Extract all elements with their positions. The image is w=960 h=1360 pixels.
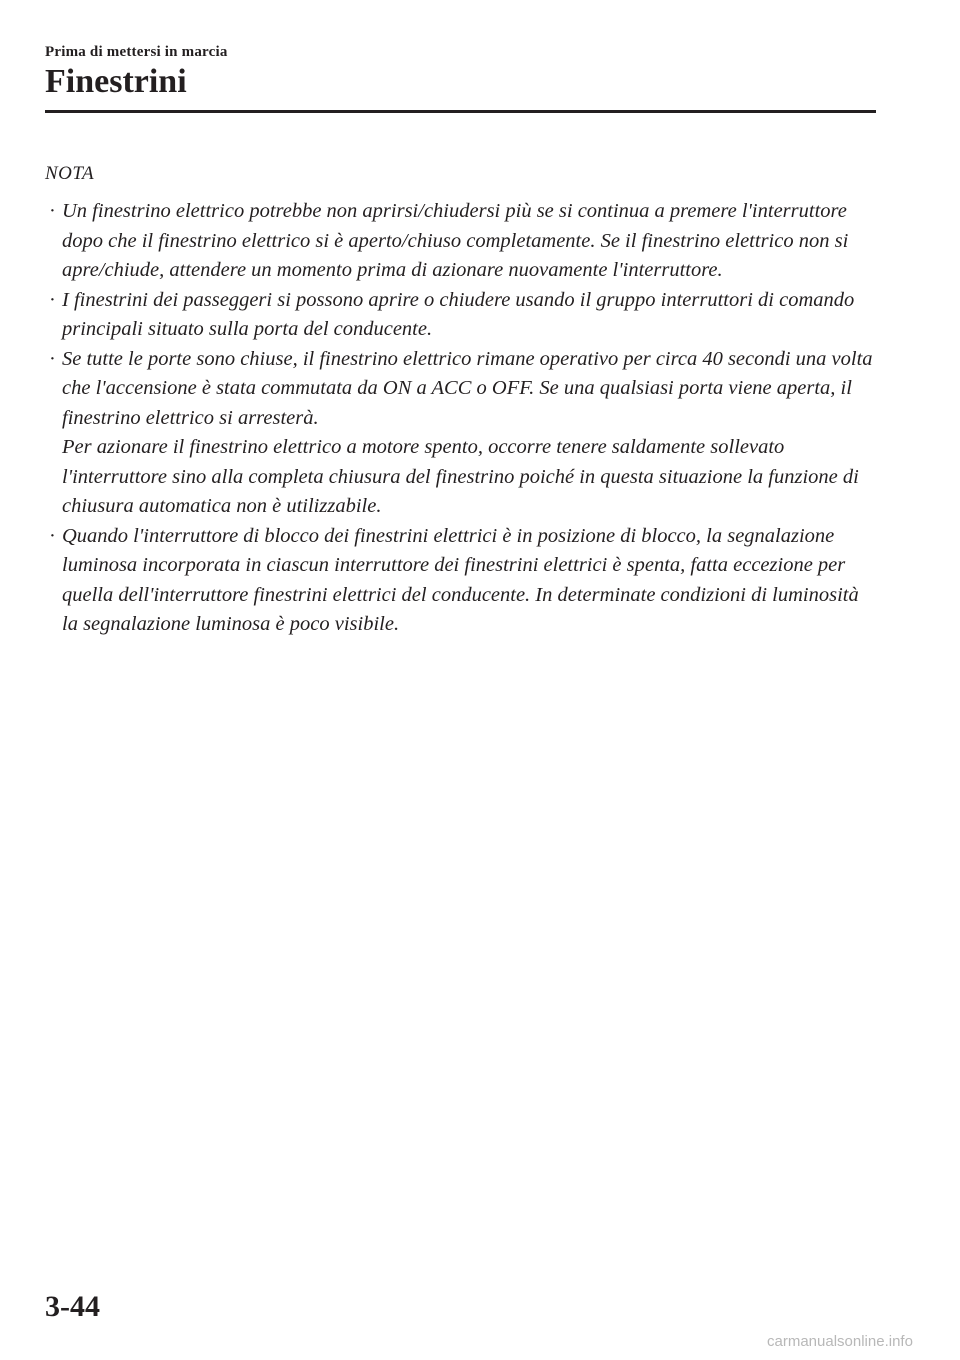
note-paragraph: Quando l'interruttore di blocco dei finestrini elettrici è in posizione di blocco, la segnalazione luminosa incorporata in ciascun interruttore dei finestrini elettrici è spenta, fatta eccezione per quella dell'interruttore finestrini elettrici del conducente. In determinate condizioni di luminosità la segnalazione luminosa è poco visibile.: [62, 524, 859, 635]
note-paragraph: Per azionare il finestrino elettrico a motore spento, occorre tenere saldamente sollevato l'interruttore sino alla completa chiusura del finestrino poiché in questa situazione la funzione di chiusura automatica non è utilizzabile.: [62, 436, 859, 517]
note-heading: NOTA: [45, 163, 95, 184]
bullet-icon: ·: [49, 524, 56, 547]
note-item: [45, 286, 875, 345]
title-rule: [45, 110, 876, 113]
note-item: [45, 522, 875, 640]
note-paragraph: Se tutte le porte sono chiuse, il finestrino elettrico rimane operativo per circa 40 secondi una volta che l'accensione è stata commutata da ON a ACC o OFF. Se una qualsiasi porta viene aperta, il finestrino elettrico si arresterà.: [62, 347, 873, 429]
note-paragraph: I finestrini dei passeggeri si possono aprire o chiudere usando il gruppo interruttori di comando principali situato sulla porta del conducente.: [62, 288, 855, 340]
watermark: carmanualsonline.info: [767, 1333, 913, 1350]
page-number: 3-44: [45, 1290, 100, 1323]
note-item: [45, 345, 875, 522]
note-list: [45, 197, 875, 640]
bullet-icon: ·: [49, 288, 56, 311]
bullet-icon: ·: [49, 200, 56, 222]
note-item: [45, 197, 875, 286]
page-title: Finestrini: [45, 63, 187, 100]
section-label: Prima di mettersi in marcia: [45, 44, 228, 60]
bullet-icon: ·: [49, 347, 56, 370]
note-paragraph: Un finestrino elettrico potrebbe non aprirsi/chiudersi più se si continua a premere l'interruttore dopo che il finestrino elettrico si è aperto/chiuso completamente. Se il finestrino elettrico non si apre/chiude, attendere un momento prima di azionare nuovamente l'interruttore.: [62, 200, 849, 281]
